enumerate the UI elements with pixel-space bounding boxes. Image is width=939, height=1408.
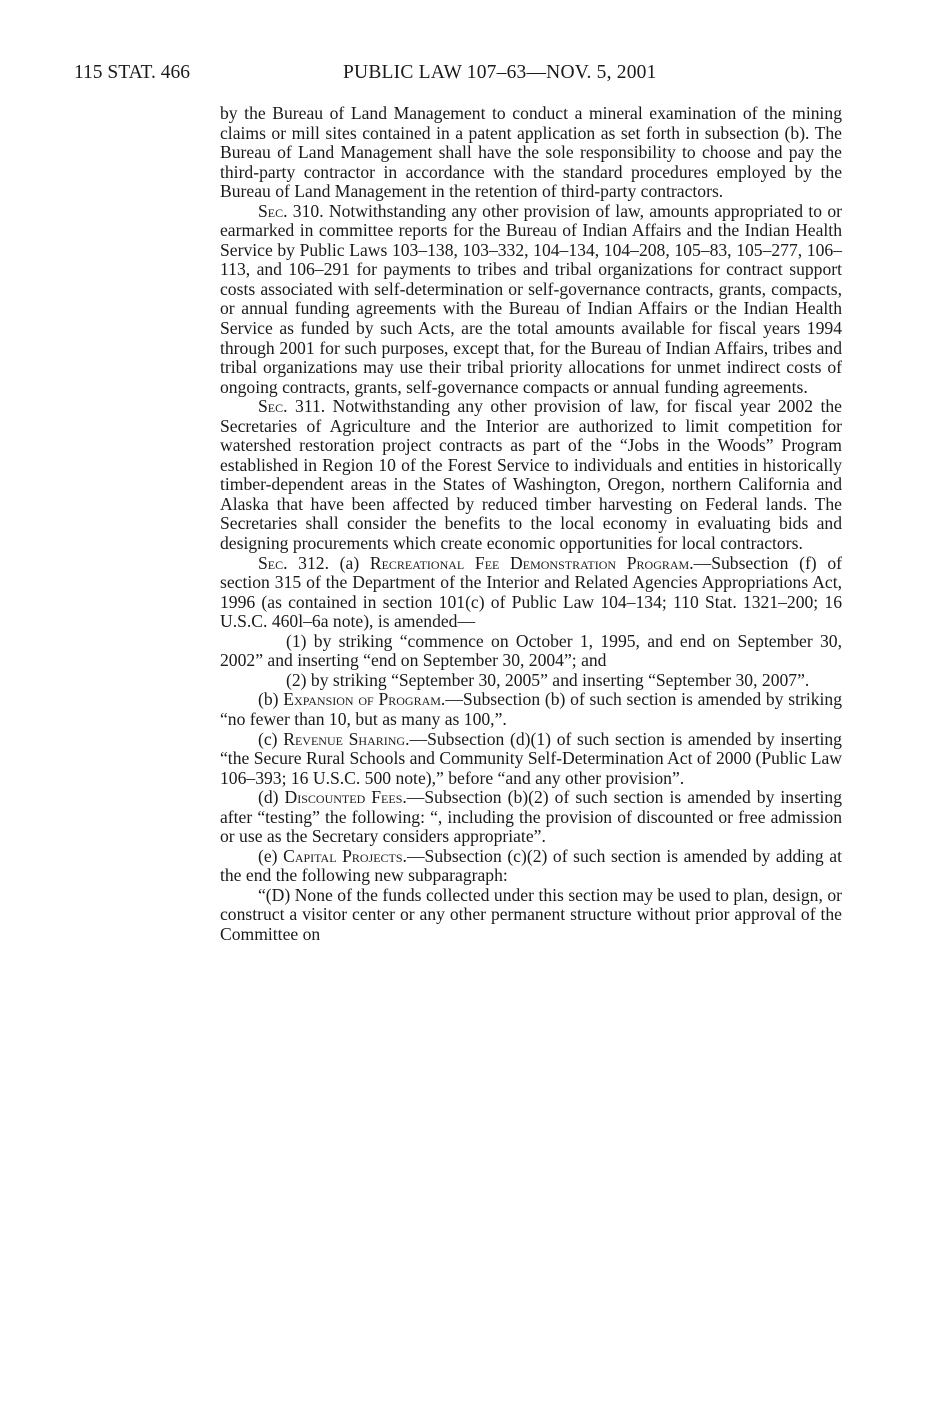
body-text: [220, 104, 842, 945]
section-label: Sec. 310.: [258, 200, 324, 221]
section-311: Sec. 311. Notwithstanding any other provision of law, for fiscal year 2002 the Secretaries of Agriculture and the Interior are authorized to limit competition for watershed restoration project contracts as part of the “Jobs in the Woods” Program established in Region 10 of the Forest Service to individuals and entities in historically timber-dependent areas in the States of Washington, Oregon, northern California and Alaska that have been affected by reduced timber harvesting on Federal lands. The Secretaries shall consider the benefits to the local economy in evaluating bids and designing procurements which create economic opportunities for local contractors.: [220, 396, 842, 554]
paragraph-item-1: (1) by striking “commence on October 1, 1995, and end on September 30, 2002” and inserting “end on September 30, 2004”; and: [220, 630, 842, 671]
stat-citation: 115 STAT. 466: [74, 62, 190, 83]
subsection-heading: Recreational Fee Demonstration Program.: [369, 552, 694, 573]
subsection-b: (b) Expansion of Program.—Subsection (b) of such section is amended by striking “no fewer than 10, but as many as 100,”.: [220, 689, 842, 729]
subsection-e: (e) Capital Projects.—Subsection (c)(2) of such section is amended by adding at the end the following new subparagraph:: [220, 845, 842, 886]
public-law-title: PUBLIC LAW 107–63—NOV. 5, 2001: [343, 62, 657, 83]
section-label: Sec. 312.: [258, 552, 329, 573]
section-310: Sec. 310. Notwithstanding any other provision of law, amounts appropriated to or earmarked in committee reports for the Bureau of Indian Affairs and the Indian Health Service by Public Laws 103–138, 103–332, 104–134, 104–208, 105–83, 105–277, 106–113, and 106–291 for payments to tribes and tribal organizations for contract support costs associated with self-determination or self-governance contracts, grants, compacts, or annual funding agreements with the Bureau of Indian Affairs or the Indian Health Service as funded by such Acts, are the total amounts available for fiscal years 1994 through 2001 for such purposes, except that, for the Bureau of Indian Affairs, tribes and tribal organizations may use their tribal priority allocations for unmet indirect costs of ongoing contracts, grants, self-governance compacts or annual funding agreements.: [220, 200, 842, 397]
paragraph-continuation: by the Bureau of Land Management to conduct a mineral examination of the mining claims or mill sites contained in a patent application as set forth in subsection (b). The Bureau of Land Management shall have the sole responsibility to choose and pay the third-party contractor in accordance with the standard procedures employed by the Bureau of Land Management in the retention of third-party contractors.: [220, 103, 842, 202]
subsection-d: (d) Discounted Fees.—Subsection (b)(2) of such section is amended by inserting after “testing” the following: “, including the provision of discounted or free admission or use as the Secretary considers appropriate”.: [220, 787, 842, 847]
subparagraph-d: “(D) None of the funds collected under this section may be used to plan, design, or construct a visitor center or any other permanent structure without prior approval of the Committee on: [220, 884, 842, 944]
subsection-c: (c) Revenue Sharing.—Subsection (d)(1) of such section is amended by inserting “the Secure Rural Schools and Community Self-Determination Act of 2000 (Public Law 106–393; 16 U.S.C. 500 note),” before “and any other provision”.: [220, 728, 843, 788]
section-label: Sec. 311.: [258, 396, 326, 417]
section-312: Sec. 312. (a) Recreational Fee Demonstration Program.—Subsection (f) of section 315 of the Department of the Interior and Related Agencies Appropriations Act, 1996 (as contained in section 101(c) of Public Law 104–134; 110 Stat. 1321–200; 16 U.S.C. 460l–6a note), is amended—: [220, 552, 842, 632]
subsection-heading: Discounted Fees.: [284, 787, 407, 808]
subsection-heading: Revenue Sharing.: [283, 728, 410, 749]
subsection-heading: Capital Projects.: [283, 845, 407, 866]
running-head: [74, 60, 874, 86]
subsection-heading: Expansion of Program.: [283, 689, 446, 710]
paragraph-item-2: (2) by striking “September 30, 2005” and inserting “September 30, 2007”.: [286, 669, 810, 690]
